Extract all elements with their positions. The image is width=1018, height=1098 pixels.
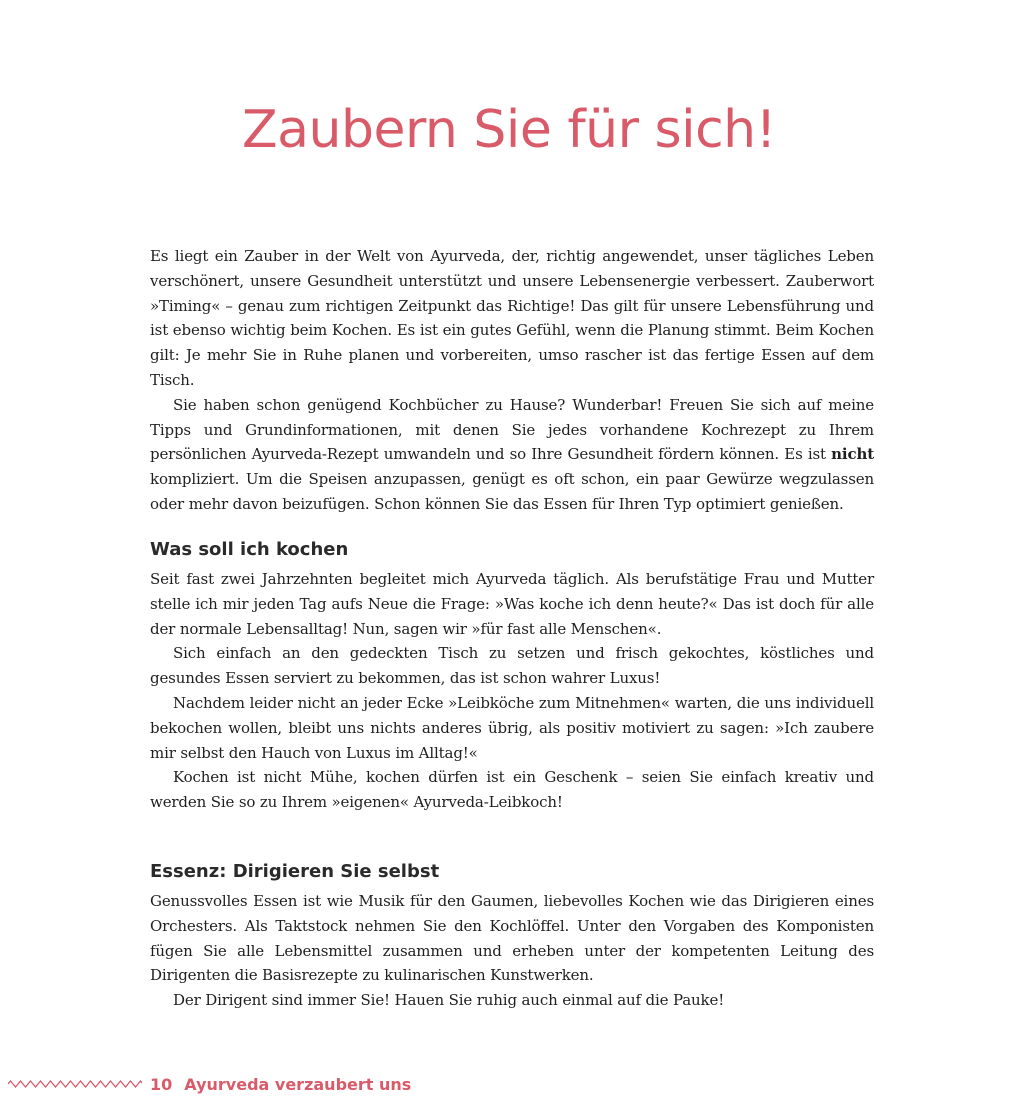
page-footer <box>8 1072 411 1096</box>
intro-paragraph-1: Es liegt ein Zauber in der Welt von Ayurveda, der, richtig angewendet, unser tägliches Leben verschönert, unsere Gesundheit unterstützt und unsere Lebensenergie verbessert. Zauberwort »Timing« – genau zum richtigen Zeitpunkt das Richtige! Das gilt für unsere Lebensführung und ist ebenso wichtig beim Kochen. Es ist ein gutes Gefühl, wenn die Planung stimmt. Beim Kochen gilt: Je mehr Sie in Ruhe planen und vorbereiten, umso rascher ist das fertige Essen auf dem Tisch. <box>150 247 874 389</box>
running-title: Ayurveda verzaubert uns <box>184 1074 412 1094</box>
section-heading: Essenz: Dirigieren Sie selbst <box>150 861 440 882</box>
section-essenz <box>150 859 874 1013</box>
section-was-soll-ich-kochen <box>150 537 874 815</box>
section-heading: Was soll ich kochen <box>150 539 349 560</box>
section-paragraph: Seit fast zwei Jahrzehnten begleitet mich Ayurveda täglich. Als berufstätige Frau und Mutter stelle ich mir jeden Tag aufs Neue die Frage: »Was koche ich denn heute?« Das ist doch für alle der normale Lebensalltag! Nun, sagen wir »für fast alle Menschen«. <box>150 570 874 638</box>
section-paragraph: Der Dirigent sind immer Sie! Hauen Sie ruhig auch einmal auf die Pauke! <box>173 991 725 1010</box>
section-paragraph: Nachdem leider nicht an jeder Ecke »Leibköche zum Mitnehmen« warten, die uns individuell bekochen wollen, bleibt uns nichts anderes übrig, als positiv motiviert zu sagen: »Ich zaubere mir selbst den Hauch von Luxus im Alltag!« <box>150 693 874 762</box>
section-paragraph: Genussvolles Essen ist wie Musik für den Gaumen, liebevolles Kochen wie das Dirigieren eines Orchesters. Als Taktstock nehmen Sie den Kochlöffel. Unter den Vorgaben des Komponisten fügen Sie alle Lebensmittel zusammen und erheben unter der kompetenten Leitung des Dirigenten die Basisrezepte zu kulinarischen Kunstwerken. <box>150 892 874 985</box>
intro-section <box>150 244 874 517</box>
zigzag-ornament-icon <box>8 1080 142 1088</box>
intro-paragraph-2-text-b: kompliziert. Um die Speisen anzupassen, genügt es oft schon, ein paar Gewürze wegzulassen oder mehr davon beizufügen. Schon können Sie das Essen für Ihren Typ optimiert genießen. <box>150 470 874 513</box>
intro-paragraph-2 <box>150 393 874 517</box>
page-number: 10 <box>150 1074 173 1094</box>
page-title: Zaubern Sie für sich! <box>242 100 776 160</box>
section-paragraph: Sich einfach an den gedeckten Tisch zu setzen und frisch gekochtes, köstliches und gesundes Essen serviert zu bekommen, das ist schon wahrer Luxus! <box>150 644 874 688</box>
intro-emphasis: nicht <box>831 445 874 464</box>
intro-paragraph-2-text-a: Sie haben schon genügend Kochbücher zu Hause? Wunderbar! Freuen Sie sich auf meine Tipps und Grundinformationen, mit denen Sie jedes vorhandene Kochrezept zu Ihrem persönlichen Ayurveda-Rezept umwandeln und so Ihre Gesundheit fördern können. Es ist <box>150 395 874 464</box>
section-paragraph: Kochen ist nicht Mühe, kochen dürfen ist ein Geschenk – seien Sie einfach kreativ und werden Sie so zu Ihrem »eigenen« Ayurveda-Leibkoch! <box>150 768 874 812</box>
